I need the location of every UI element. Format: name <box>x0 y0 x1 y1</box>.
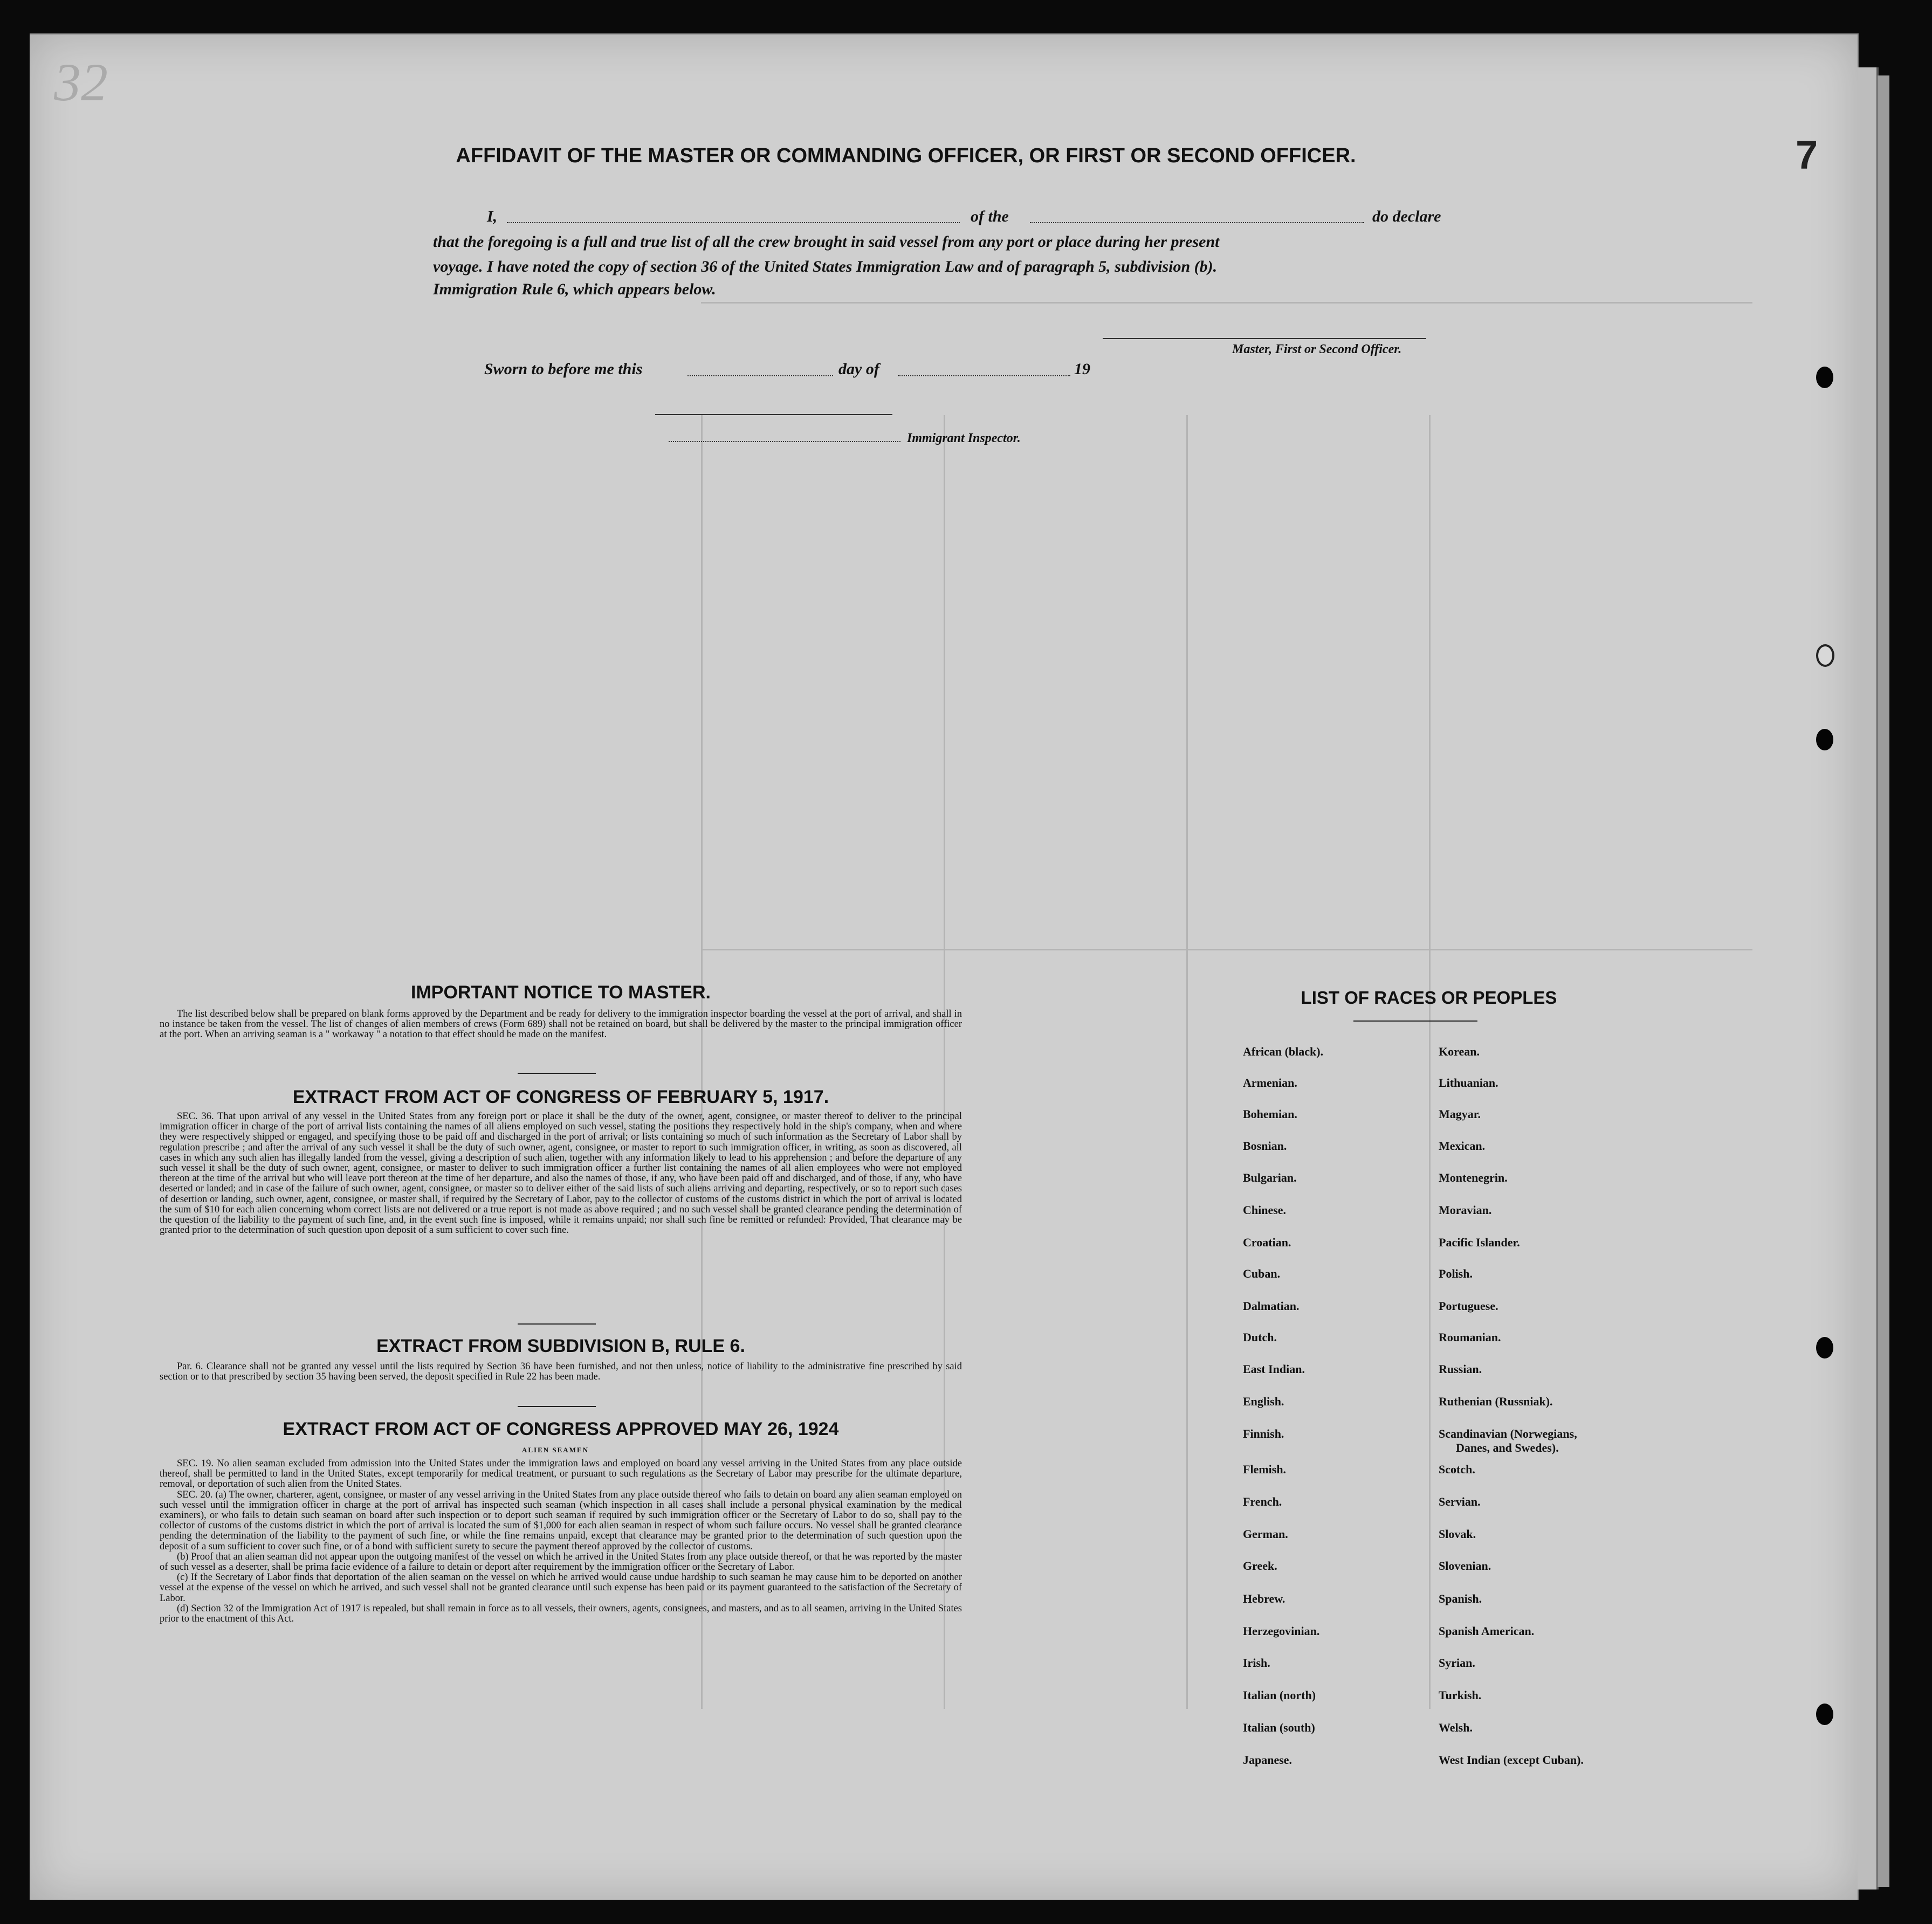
races-title: LIST OF RACES OR PEOPLES <box>1301 988 1557 1008</box>
extract-1924-sec20c: (c) If the Secretary of Labor finds that deportation of the alien seaman on the vessel on which he arrived would cause undue hardship to such seaman he may cause him to be deported on another vessel at the expense of the vessel on which he arrived, and such vessel shall not be granted clearance until such expense has been paid or its payment guaranteed to the satisfaction of the Secretary of Labor. <box>160 1572 962 1604</box>
race-item: Bohemian. <box>1243 1107 1297 1121</box>
extract-1924-text <box>160 1459 962 1624</box>
race-item: Bulgarian. <box>1243 1171 1297 1184</box>
bleed-through-rule <box>1186 415 1188 1709</box>
races-title-rule <box>1353 1020 1477 1022</box>
binder-hole <box>1816 1704 1833 1725</box>
race-item: Italian (north) <box>1243 1688 1316 1702</box>
race-item: Japanese. <box>1243 1753 1292 1767</box>
race-item: Pacific Islander. <box>1439 1236 1520 1249</box>
notice-title: IMPORTANT NOTICE TO MASTER. <box>411 982 711 1003</box>
race-item: German. <box>1243 1527 1288 1541</box>
race-item: Scotch. <box>1439 1463 1475 1476</box>
signature-caption: Master, First or Second Officer. <box>1232 342 1402 356</box>
extract-rule6-paragraph: Par. 6. Clearance shall not be granted any vessel until the lists required by Section 36 have been furnished, and not then unless, notice of liability to the administrative fine prescribed by said section or to that prescribed by section 35 having been served, the deposit specified in Rule 22 has been made. <box>160 1361 962 1383</box>
race-item: Turkish. <box>1439 1688 1482 1702</box>
section-divider <box>518 1406 596 1407</box>
race-item: Chinese. <box>1243 1203 1287 1217</box>
bleed-through-rule <box>701 949 1752 950</box>
race-item: Bosnian. <box>1243 1139 1287 1153</box>
race-item: English. <box>1243 1395 1284 1408</box>
race-item: Syrian. <box>1439 1656 1475 1670</box>
affidavit-line-3: voyage. I have noted the copy of section 36 of the United States Immigration Law and of paragraph 5, subdivision (b). <box>433 258 1218 275</box>
affidavit-title: AFFIDAVIT OF THE MASTER OR COMMANDING OFFICER, OR FIRST OR SECOND OFFICER. <box>456 144 1356 167</box>
race-item: Scandinavian (Norwegians, <box>1439 1427 1577 1440</box>
race-item: Danes, and Swedes). <box>1456 1441 1559 1454</box>
notice-paragraph: The list described below shall be prepared on blank forms approved by the Department and be ready for delivery to the immigration inspector boarding the vessel at the port of arrival, and shall in no instance be taken from the vessel. The list of changes of alien members of crews (Form 689) shall not be retained on board, but shall be delivered by the master to the principal immigration officer at the port. When an arriving seaman is a " workaway " a notation to that effect should be made on the manifest. <box>160 1009 962 1040</box>
extract-1917-title: EXTRACT FROM ACT OF CONGRESS OF FEBRUARY 5, 1917. <box>292 1087 829 1107</box>
race-item: Greek. <box>1243 1559 1277 1573</box>
sworn-month-blank <box>898 375 1070 376</box>
race-item: Magyar. <box>1439 1107 1481 1121</box>
race-item: East Indian. <box>1243 1362 1305 1376</box>
notice-text <box>160 1009 962 1040</box>
affidavit-line-4: Immigration Rule 6, which appears below. <box>433 280 716 298</box>
race-item: Ruthenian (Russniak). <box>1439 1395 1553 1408</box>
race-item: Dutch. <box>1243 1330 1277 1344</box>
bleed-through-rule <box>701 302 1752 304</box>
race-item: Herzegovinian. <box>1243 1624 1320 1638</box>
race-item: Slovenian. <box>1439 1559 1491 1573</box>
race-item: Russian. <box>1439 1362 1482 1376</box>
extract-1924-sec20d: (d) Section 32 of the Immigration Act of 1917 is repealed, but shall remain in force as to all vessels, their owners, agents, consignees, and masters, and as to all seamen, arriving in the United States prior to the enactment of this Act. <box>160 1603 962 1625</box>
page-edge-underlay <box>1878 75 1889 1887</box>
inspector-blank <box>669 441 900 442</box>
race-item: Roumanian. <box>1439 1330 1501 1344</box>
vessel-blank <box>1030 222 1364 223</box>
affidavit-line-2: that the foregoing is a full and true list of all the crew brought in said vessel from any port or place during her present <box>433 233 1220 251</box>
extract-1924-sec20b: (b) Proof that an alien seaman did not appear upon the outgoing manifest of the vessel on which he arrived in the United States from any place outside thereof, or that he was reported by the master of such vessel as a deserter, shall be prima facie evidence of a failure to detain or deport after requirement by the immigration officer or the Secretary of Labor. <box>160 1551 962 1573</box>
page-number: 7 <box>1796 133 1818 177</box>
section-divider <box>518 1323 596 1325</box>
page-edge <box>1858 67 1879 1889</box>
race-item: Welsh. <box>1439 1721 1473 1734</box>
race-item: Spanish. <box>1439 1592 1482 1605</box>
name-blank <box>507 222 960 223</box>
extract-1917-paragraph: SEC. 36. That upon arrival of any vessel in the United States from any foreign port or place it shall be the duty of the owner, agent, consignee, or master thereof to deliver to the principal immigration officer in charge of the port of arrival lists containing the names of all aliens employed on such vessel, stating the positions they respectively hold in the ship's company, when and where they were respectively shipped or engaged, and specifying those to be paid off and discharged in the port of arrival; or lists containing so much of such information as the Secretary of Labor shall by regulation prescribe ; and after the arrival of any such vessel it shall be the duty of such owner, agent, consignee, or master to report to such immigration officer, in writing, as soon as discovered, all cases in which any such alien has illegally landed from the vessel, giving a description of such alien, together with any information likely to lead to his apprehension ; and before the departure of any such vessel it shall be the duty of such owner, agent, consignee, or master to deliver to such immigration officer a further list containing the names of all alien employees who were not employed thereon at the time of the arrival but who will leave port thereon at the time of her departure, and also the names of those, if any, who have been paid off and discharged, and of those, if any, who have deserted or landed; and in case of the failure of such owner, agent, consignee, or master so to deliver either of the said lists of such aliens arriving and departing, respectively, or so to report such cases of desertion or landing, such owner, agent, consignee, or master shall, if required by the Secretary of Labor, pay to the collector of customs of the customs district in which the port of arrival is located the sum of $10 for each alien concerning whom correct lists are not delivered or a true report is not made as above required ; and no such vessel shall be granted clearance pending the determination of the question of the liability to the payment of such fine, and, in the event such fine is imposed, while it remains unpaid; nor shall such fine be remitted or refunded: Provided, That clearance may be granted prior to the determination of such question upon deposit of a sum sufficient to cover such fine. <box>160 1111 962 1236</box>
inspector-line <box>655 414 892 415</box>
race-item: Lithuanian. <box>1439 1076 1498 1089</box>
race-item: Korean. <box>1439 1045 1480 1058</box>
race-item: African (black). <box>1243 1045 1324 1058</box>
binder-hole <box>1816 367 1833 388</box>
bleed-through-rule <box>1429 415 1431 1709</box>
extract-1924-sec20a: SEC. 20. (a) The owner, charterer, agent, consignee, or master of any vessel arriving in the United States from any place outside thereof who fails to detain on board any alien seaman employed on such vessel until the immigration officer in charge at the port of arrival has inspected such seaman (which inspection in all cases shall include a personal physical examination by the medical examiners), or who fails to detain such seaman on board after such inspection or to deport such seaman if required by such immigration officer or the Secretary of Labor to do so, shall pay to the collector of customs of the customs district in which the port of arrival is located the sum of $1,000 for each alien seaman in respect of whom such failure occurs. No vessel shall be granted clearance pending the determination of the liability to the payment of such fine, or while the fine remains unpaid, except that clearance may be granted prior to the determination of such question upon the deposit of a sum sufficient to cover such fine, or of a bond with sufficient surety to secure the payment thereof approved by the collector of customs. <box>160 1489 962 1552</box>
race-item: Cuban. <box>1243 1267 1281 1280</box>
race-item: Mexican. <box>1439 1139 1486 1153</box>
sworn-label: Sworn to before me this <box>484 360 643 378</box>
race-item: Slovak. <box>1439 1527 1476 1541</box>
affidavit-i-label: I, <box>487 208 498 225</box>
signature-line <box>1103 338 1426 339</box>
race-item: Hebrew. <box>1243 1592 1285 1605</box>
race-item: Italian (south) <box>1243 1721 1315 1734</box>
extract-1924-sec19: SEC. 19. No alien seaman excluded from admission into the United States under the immigration laws and employed on board any vessel arriving in the United States from any place outside thereof, shall be permitted to land in the United States, except temporarily for medical treatment, or pursuant to such regulations as the Secretary of Labor may prescribe for the ultimate departure, removal, or deportation of such alien from the United States. <box>160 1458 962 1490</box>
race-item: West Indian (except Cuban). <box>1439 1753 1584 1767</box>
race-item: Portuguese. <box>1439 1299 1498 1313</box>
sworn-year-label: 19 <box>1074 360 1090 378</box>
race-item: Spanish American. <box>1439 1624 1535 1638</box>
affidavit-of-the-label: of the <box>971 208 1009 225</box>
race-item: Armenian. <box>1243 1076 1297 1089</box>
race-item: Finnish. <box>1243 1427 1284 1440</box>
extract-rule6-title: EXTRACT FROM SUBDIVISION B, RULE 6. <box>376 1336 745 1356</box>
inspector-caption: Immigrant Inspector. <box>907 431 1021 445</box>
binder-hole <box>1816 1337 1833 1358</box>
extract-1917-text <box>160 1112 962 1236</box>
race-item: Montenegrin. <box>1439 1171 1508 1184</box>
sworn-day-label: day of <box>838 360 879 378</box>
race-item: Servian. <box>1439 1495 1481 1508</box>
race-item: Moravian. <box>1439 1203 1492 1217</box>
race-item: Irish. <box>1243 1656 1270 1670</box>
extract-1924-subtitle: ALIEN SEAMEN <box>521 1446 589 1454</box>
binder-hole <box>1816 644 1834 667</box>
affidavit-declare-label: do declare <box>1372 208 1441 225</box>
binder-hole <box>1816 729 1833 750</box>
race-item: Croatian. <box>1243 1236 1291 1249</box>
extract-rule6-text <box>160 1362 962 1382</box>
race-item: French. <box>1243 1495 1282 1508</box>
section-divider <box>518 1073 596 1074</box>
extract-1924-title: EXTRACT FROM ACT OF CONGRESS APPROVED MAY 26, 1924 <box>283 1419 839 1439</box>
race-item: Flemish. <box>1243 1463 1287 1476</box>
race-item: Polish. <box>1439 1267 1473 1280</box>
sworn-day-blank <box>687 375 833 376</box>
margin-pencil-mark: 32 <box>54 52 108 112</box>
race-item: Dalmatian. <box>1243 1299 1300 1313</box>
